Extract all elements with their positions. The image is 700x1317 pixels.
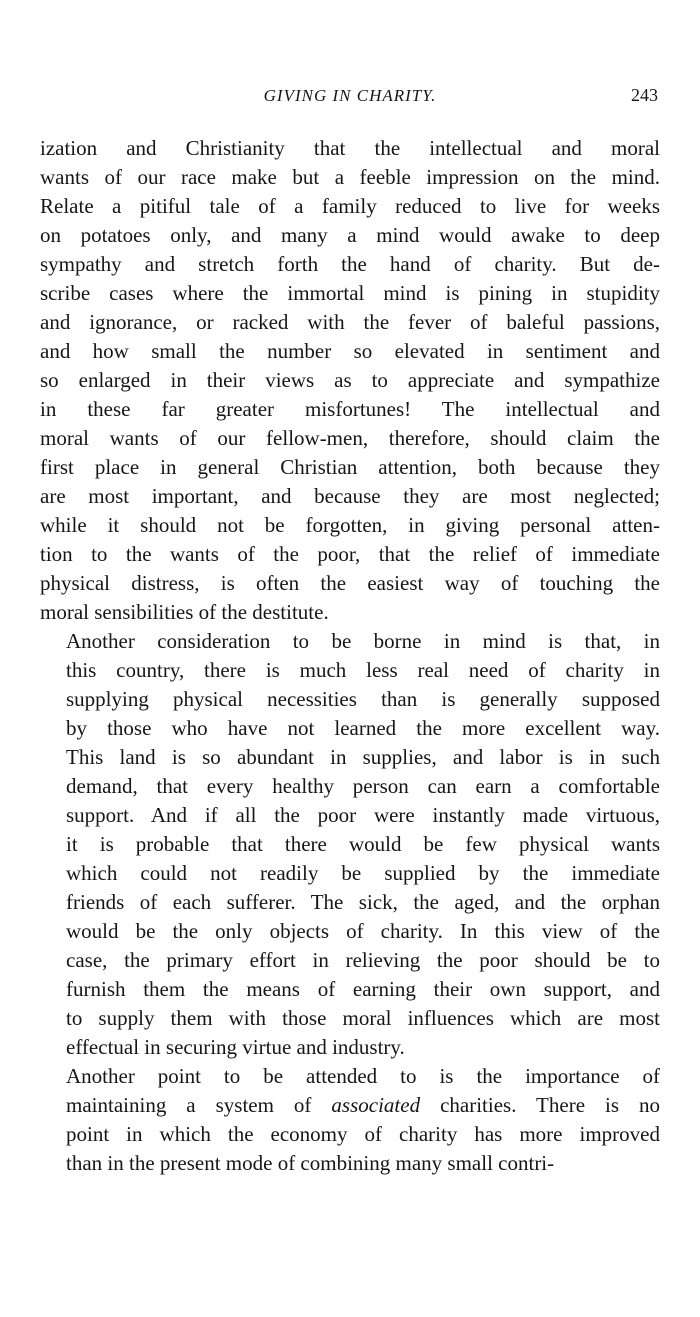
text-line: to supply them with those moral influences which are most bbox=[66, 1006, 660, 1030]
text-line: it is probable that there would be few physical wants bbox=[66, 832, 660, 856]
italic-emphasis: associated bbox=[331, 1093, 421, 1117]
text-line: support. And if all the poor were instantly made virtuous, bbox=[66, 803, 660, 827]
text-line: This land is so abundant in supplies, and labor is in such bbox=[66, 745, 660, 769]
text-line: sympathy and stretch forth the hand of charity. But de- bbox=[40, 252, 660, 276]
text-line: point in which the economy of charity has more improved bbox=[66, 1122, 660, 1146]
text-line: first place in general Christian attention, both because they bbox=[40, 455, 660, 479]
text-line: effectual in securing virtue and industry. bbox=[66, 1035, 405, 1059]
text-line: moral wants of our fellow-men, therefore, should claim the bbox=[40, 426, 660, 450]
text-line: wants of our race make but a feeble impression on the mind. bbox=[40, 165, 660, 189]
text-line: Another consideration to be borne in mind is that, in bbox=[66, 629, 660, 653]
text-line: and how small the number so elevated in sentiment and bbox=[40, 339, 660, 363]
text-line: ization and Christianity that the intellectual and moral bbox=[40, 136, 660, 160]
text-line: so enlarged in their views as to appreciate and sympathize bbox=[40, 368, 660, 392]
paragraph bbox=[40, 627, 660, 1062]
text-line: would be the only objects of charity. In this view of the bbox=[66, 919, 660, 943]
text-line: than in the present mode of combining many small contri- bbox=[66, 1151, 555, 1175]
text-line: on potatoes only, and many a mind would awake to deep bbox=[40, 223, 660, 247]
text-line: this country, there is much less real need of charity in bbox=[66, 658, 660, 682]
paragraph bbox=[40, 1062, 660, 1178]
text-line: physical distress, is often the easiest way of touching the bbox=[40, 571, 660, 595]
paragraph bbox=[40, 134, 660, 627]
running-title: GIVING IN CHARITY. bbox=[263, 86, 437, 105]
text-line: by those who have not learned the more excellent way. bbox=[66, 716, 660, 740]
text-line: while it should not be forgotten, in giving personal atten- bbox=[40, 513, 660, 537]
text-line: supplying physical necessities than is generally supposed bbox=[66, 687, 660, 711]
running-head bbox=[40, 78, 660, 112]
text-line: Another point to be attended to is the importance of bbox=[66, 1064, 660, 1088]
page-number: 243 bbox=[631, 85, 658, 105]
book-page bbox=[40, 78, 660, 1178]
text-line: friends of each sufferer. The sick, the aged, and the orphan bbox=[66, 890, 660, 914]
text-line: and ignorance, or racked with the fever of baleful passions, bbox=[40, 310, 660, 334]
text-line: moral sensibilities of the destitute. bbox=[40, 600, 329, 624]
text-line: demand, that every healthy person can earn a comfortable bbox=[66, 774, 660, 798]
text-line: are most important, and because they are most neglected; bbox=[40, 484, 660, 508]
text-line: which could not readily be supplied by the immediate bbox=[66, 861, 660, 885]
text-line: tion to the wants of the poor, that the relief of immediate bbox=[40, 542, 660, 566]
text-line: in these far greater misfortunes! The intellectual and bbox=[40, 397, 660, 421]
text-line: furnish them the means of earning their own support, and bbox=[66, 977, 660, 1001]
text-line: case, the primary effort in relieving the poor should be to bbox=[66, 948, 660, 972]
text-line: Relate a pitiful tale of a family reduced to live for weeks bbox=[40, 194, 660, 218]
body-text bbox=[40, 134, 660, 1178]
text-line: maintaining a system of associated charities. There is no bbox=[66, 1093, 660, 1117]
text-line: scribe cases where the immortal mind is pining in stupidity bbox=[40, 281, 660, 305]
